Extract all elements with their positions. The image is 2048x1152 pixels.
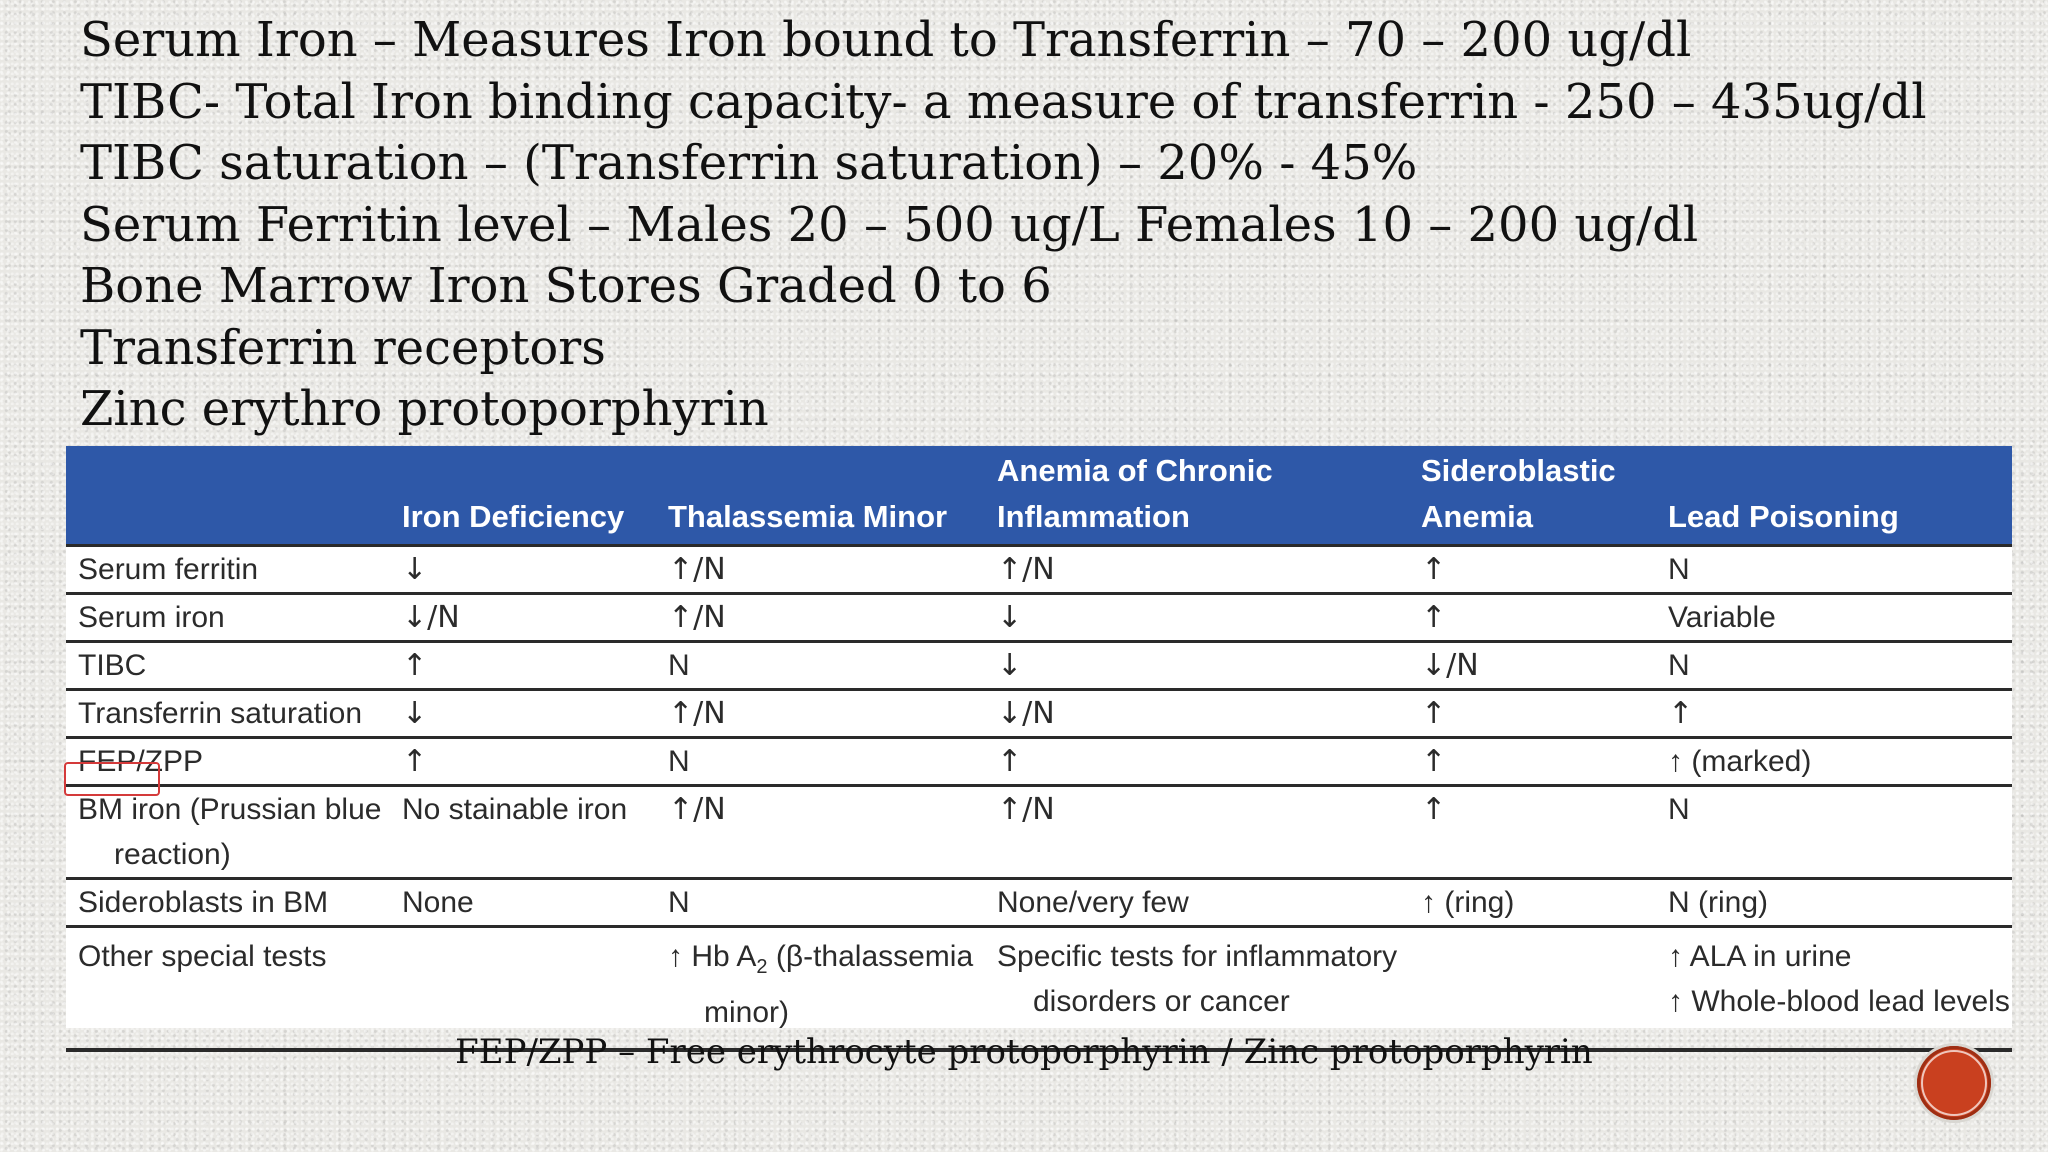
table-cell: ↑ [402, 642, 668, 690]
hba2-text: ↑ Hb A [668, 940, 757, 973]
table-cell: N [668, 879, 997, 927]
table-row [66, 879, 2012, 927]
lead-continuation: ↑ Whole-blood lead levels [1668, 985, 2010, 1018]
table-cell: ↑/N [668, 786, 997, 879]
table-cell: ↑/N [668, 594, 997, 642]
table-cell: N [1668, 546, 2012, 594]
table-row [66, 690, 2012, 738]
table-cell: None [402, 879, 668, 927]
row-label: Sideroblasts in BM [66, 879, 402, 927]
table-cell: None/very few [997, 879, 1421, 927]
bullet-list [80, 10, 1927, 441]
bullet-tibc-saturation: TIBC saturation – (Transferrin saturation) – 20% - 45% [80, 135, 1418, 191]
slide-nav-button[interactable] [1917, 1046, 1991, 1120]
row-label: Transferrin saturation [66, 690, 402, 738]
table-cell: ↓/N [1421, 642, 1668, 690]
table-row [66, 594, 2012, 642]
table-cell: ↓ [402, 690, 668, 738]
hba2-rest: (β-thalassemia [767, 940, 974, 973]
table-cell: ↑ (marked) [1668, 738, 2012, 786]
row-label: Serum iron [66, 594, 402, 642]
table-cell: ↑ [1421, 594, 1668, 642]
row-label: Other special tests [66, 927, 402, 1051]
table-cell: Variable [1668, 594, 2012, 642]
header-blank [66, 446, 402, 546]
table-cell: ↓/N [402, 594, 668, 642]
inflam-line: Specific tests for inflammatory [997, 940, 1398, 973]
bullet-bone-marrow: Bone Marrow Iron Stores Graded 0 to 6 [80, 258, 1052, 314]
table-cell: ↓ [997, 594, 1421, 642]
table-row [66, 546, 2012, 594]
lead-line: ↑ ALA in urine [1668, 940, 1852, 973]
table-row [66, 738, 2012, 786]
row-label [66, 786, 402, 879]
table-cell: N [668, 642, 997, 690]
hba2-continuation: minor) [704, 996, 790, 1029]
table-row [66, 786, 2012, 879]
table-cell: ↑/N [668, 690, 997, 738]
header-thalassemia-minor: Thalassemia Minor [668, 446, 997, 546]
table-cell: ↑ (ring) [1421, 879, 1668, 927]
table-cell: N [1668, 642, 2012, 690]
header-lead-poisoning: Lead Poisoning [1668, 446, 2012, 546]
table-cell: ↑ [997, 738, 1421, 786]
hba2-line [668, 940, 974, 978]
table-row [66, 642, 2012, 690]
table-cell: ↓ [402, 546, 668, 594]
table-cell: ↑/N [997, 786, 1421, 879]
table-cell: ↓ [997, 642, 1421, 690]
highlight-box [64, 762, 160, 796]
table-cell: N (ring) [1668, 879, 2012, 927]
table-cell: ↑ [1421, 690, 1668, 738]
table-cell: ↑ [1421, 786, 1668, 879]
bullet-transferrin-receptors: Transferrin receptors [80, 319, 606, 376]
table-cell: ↑ [1421, 738, 1668, 786]
table-cell: ↑ [1421, 546, 1668, 594]
table-cell: ↓/N [997, 690, 1421, 738]
table-cell: No stainable iron [402, 786, 668, 879]
header-sideroblastic: Sideroblastic Anemia [1421, 446, 1668, 546]
header-chronic-inflammation: Anemia of Chronic Inflammation [997, 446, 1421, 546]
hba2-subscript: 2 [756, 956, 768, 978]
bullet-serum-ferritin: Serum Ferritin level – Males 20 – 500 ug/L Females 10 – 200 ug/dl [80, 196, 1699, 253]
row-label-line: BM iron (Prussian blue [78, 793, 382, 826]
table-cell: ↑ [402, 738, 668, 786]
bullet-serum-iron: Serum Iron – Measures Iron bound to Transferrin – 70 – 200 ug/dl [80, 12, 1692, 68]
bullet-tibc: TIBC- Total Iron binding capacity- a measure of transferrin - 250 – 435ug/dl [80, 73, 1927, 130]
table-cell: ↑ [1668, 690, 2012, 738]
inflam-continuation: disorders or cancer [1033, 985, 1290, 1018]
header-iron-deficiency: Iron Deficiency [402, 446, 668, 546]
table-cell: ↑/N [668, 546, 997, 594]
anemia-comparison-table [66, 446, 2012, 1028]
table-cell: N [1668, 786, 2012, 879]
row-label: TIBC [66, 642, 402, 690]
table-cell: ↑/N [997, 546, 1421, 594]
table-header-row [66, 446, 2012, 546]
bullet-zinc: Zinc erythro protoporphyrin [80, 381, 769, 437]
table-caption: FEP/ZPP – Free erythrocyte protoporphyrin / Zinc protoporphyrin [455, 1032, 1593, 1072]
row-label-continuation: reaction) [114, 838, 231, 871]
row-label: Serum ferritin [66, 546, 402, 594]
row-label: FEP/ZPP [66, 738, 402, 786]
table-cell: N [668, 738, 997, 786]
